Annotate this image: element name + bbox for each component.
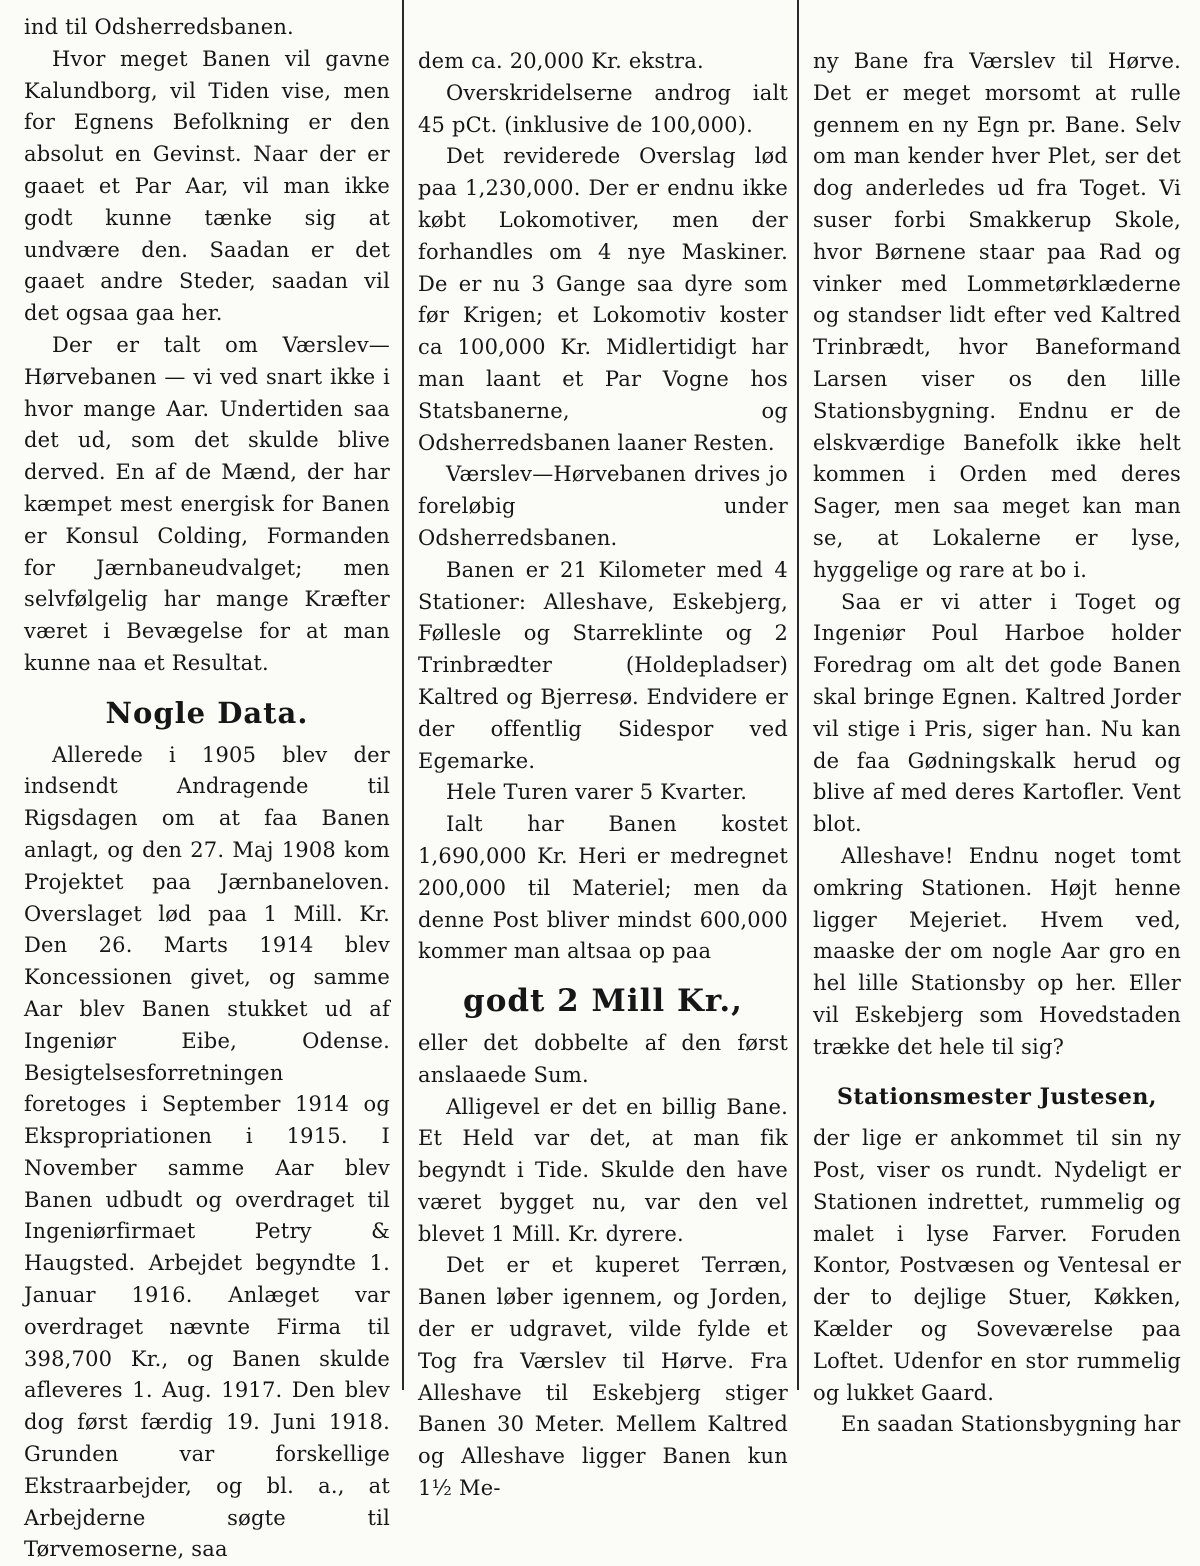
paragraph: Hvor meget Banen vil gavne Kalundborg, vil Tiden vise, men for Egnens Befolkning er den absolut en Gevinst. Naar der er gaaet et Par Aar, vil man ikke godt kunne tænke sig at undvære den. Saadan er det gaaet andre Steder, saadan vil det ogsaa gaa her. bbox=[24, 46, 390, 326]
paragraph: Allerede i 1905 blev der indsendt Andragende til Rigsdagen om at faa Banen anlagt, og den 27. Maj 1908 kom Projektet paa Jærnbaneloven. Overslaget lød paa 1 Mill. Kr. Den 26. Marts 1914 blev Koncessionen givet, og samme Aar blev Banen stukket ud af Ingeniør Eibe, Odense. Besigtelsesforretningen foretoges i September 1914 og Ekspropriationen i 1915. I November samme Aar blev Banen udbudt og overdraget til Ingeniørfirmaet Petry & Haugsted. Arbejdet begyndte 1. Januar 1916. Anlæget var overdraget nævnte Firma til 398,700 Kr., og Banen skulde afleveres 1. Aug. 1917. Den blev dog først færdig 19. Juni 1918. Grunden var forskellige Ekstraarbejder, og bl. a., at Arbejderne søgte til Tørvemoserne, saa bbox=[24, 742, 390, 1562]
paragraph: Banen er 21 Kilometer med 4 Stationer: Alleshave, Eskebjerg, Føllesle og Starreklinte og 2 Trinbrædter (Holdepladser) Kaltred og Bjerresø. Endvidere er der offentlig Sidespor ved Egemarke. bbox=[418, 557, 788, 773]
paragraph: Værslev—Hørvebanen drives jo foreløbig under Odsherredsbanen. bbox=[418, 462, 788, 550]
paragraph: Der er talt om Værslev—Hørvebanen — vi ved snart ikke i hvor mange Aar. Undertiden saa det ud, som det skulde blive derved. En af de Mænd, der har kæmpet mest energisk for Banen er Konsul Colding, Formanden for Jærnbaneudvalget; men selvfølgelig har mange Kræfter været i Bevægelse for at man kunne naa et Resultat. bbox=[24, 332, 390, 675]
paragraph: Hele Turen varer 5 Kvarter. bbox=[446, 780, 748, 805]
column-2 bbox=[418, 46, 788, 1501]
column-1 bbox=[24, 12, 390, 1562]
section-heading: Stationsmester Justesen, bbox=[837, 1083, 1157, 1110]
paragraph: Overskridelserne androg ialt 45 pCt. (inklusive de 100,000). bbox=[418, 80, 788, 137]
paragraph: Ialt har Banen kostet 1,690,000 Kr. Heri er medregnet 200,000 til Materiel; men da denne Post bliver mindst 600,000 kommer man altsaa op paa bbox=[418, 812, 788, 964]
paragraph: Det reviderede Overslag lød paa 1,230,000. Der er endnu ikke købt Lokomotiver, men der forhandles om 4 nye Maskiner. De er nu 3 Gange saa dyre som før Krigen; et Lokomotiv koster ca 100,000 Kr. Midlertidigt har man laant et Par Vogne hos Statsbanerne, og Odsherredsbanen laaner Resten. bbox=[418, 144, 788, 455]
column-rule bbox=[797, 0, 799, 1390]
paragraph: ind til Odsherredsbanen. bbox=[24, 15, 294, 39]
paragraph: En saadan Stationsbygning har bbox=[841, 1412, 1181, 1437]
paragraph: Alleshave! Endnu noget tomt omkring Stationen. Højt henne ligger Mejeriet. Hvem ved, maaske der om nogle Aar gro en hel lille Stationsby op her. Eller vil Eskebjerg som Hovedstaden trække det hele til sig? bbox=[813, 843, 1181, 1059]
paragraph: Det er et kuperet Terræn, Banen løber igennem, og Jorden, der er udgravet, vilde fylde et Tog fra Værslev til Hørve. Fra Alleshave til Eskebjerg stiger Banen 30 Meter. Mellem Kaltred og Alleshave ligger Banen kun 1½ Me- bbox=[418, 1253, 788, 1501]
paragraph: dem ca. 20,000 Kr. ekstra. bbox=[418, 49, 704, 73]
section-heading: godt 2 Mill Kr., bbox=[463, 983, 743, 1020]
paragraph: ny Bane fra Værslev til Hørve. Det er meget morsomt at rulle gennem en ny Egn pr. Bane. Selv om man kender hver Plet, ser det dog anderledes ud fra Toget. Vi suser forbi Smakkerup Skole, hvor Børnene staar paa Rad og vinker med Lommetørklæderne og standser lidt efter ved Kaltred Trinbrædt, hvor Baneformand Larsen viser os den lille Stationsbygning. Endnu er de elskværdige Banefolk ikke helt kommen i Orden med deres Sager, men saa meget kan man se, at Lokalerne er lyse, hyggelige og rare at bo i. bbox=[813, 49, 1181, 582]
paragraph: der lige er ankommet til sin ny Post, viser os rundt. Nydeligt er Stationen indrettet, rummelig og malet i lyse Farver. Foruden Kontor, Postvæsen og Ventesal er der to dejlige Stuer, Køkken, Kælder og Soveværelse paa Loftet. Udenfor en stor rummelig og lukket Gaard. bbox=[813, 1126, 1181, 1405]
paragraph: Saa er vi atter i Toget og Ingeniør Poul Harboe holder Foredrag om alt det gode Banen skal bringe Egnen. Kaltred Jorder vil stige i Pris, siger han. Nu kan de faa Gødningskalk herud og blive af med deres Kartofler. Vent blot. bbox=[813, 589, 1181, 837]
column-3 bbox=[813, 46, 1181, 1436]
paragraph: Alligevel er det en billig Bane. Et Held var det, at man fik begyndt i Tide. Skulde den have været bygget nu, var den vel blevet 1 Mill. Kr. dyrere. bbox=[418, 1094, 788, 1246]
column-rule bbox=[402, 0, 404, 1390]
paragraph: eller det dobbelte af den først anslaaede Sum. bbox=[418, 1030, 788, 1087]
section-heading: Nogle Data. bbox=[105, 695, 309, 730]
